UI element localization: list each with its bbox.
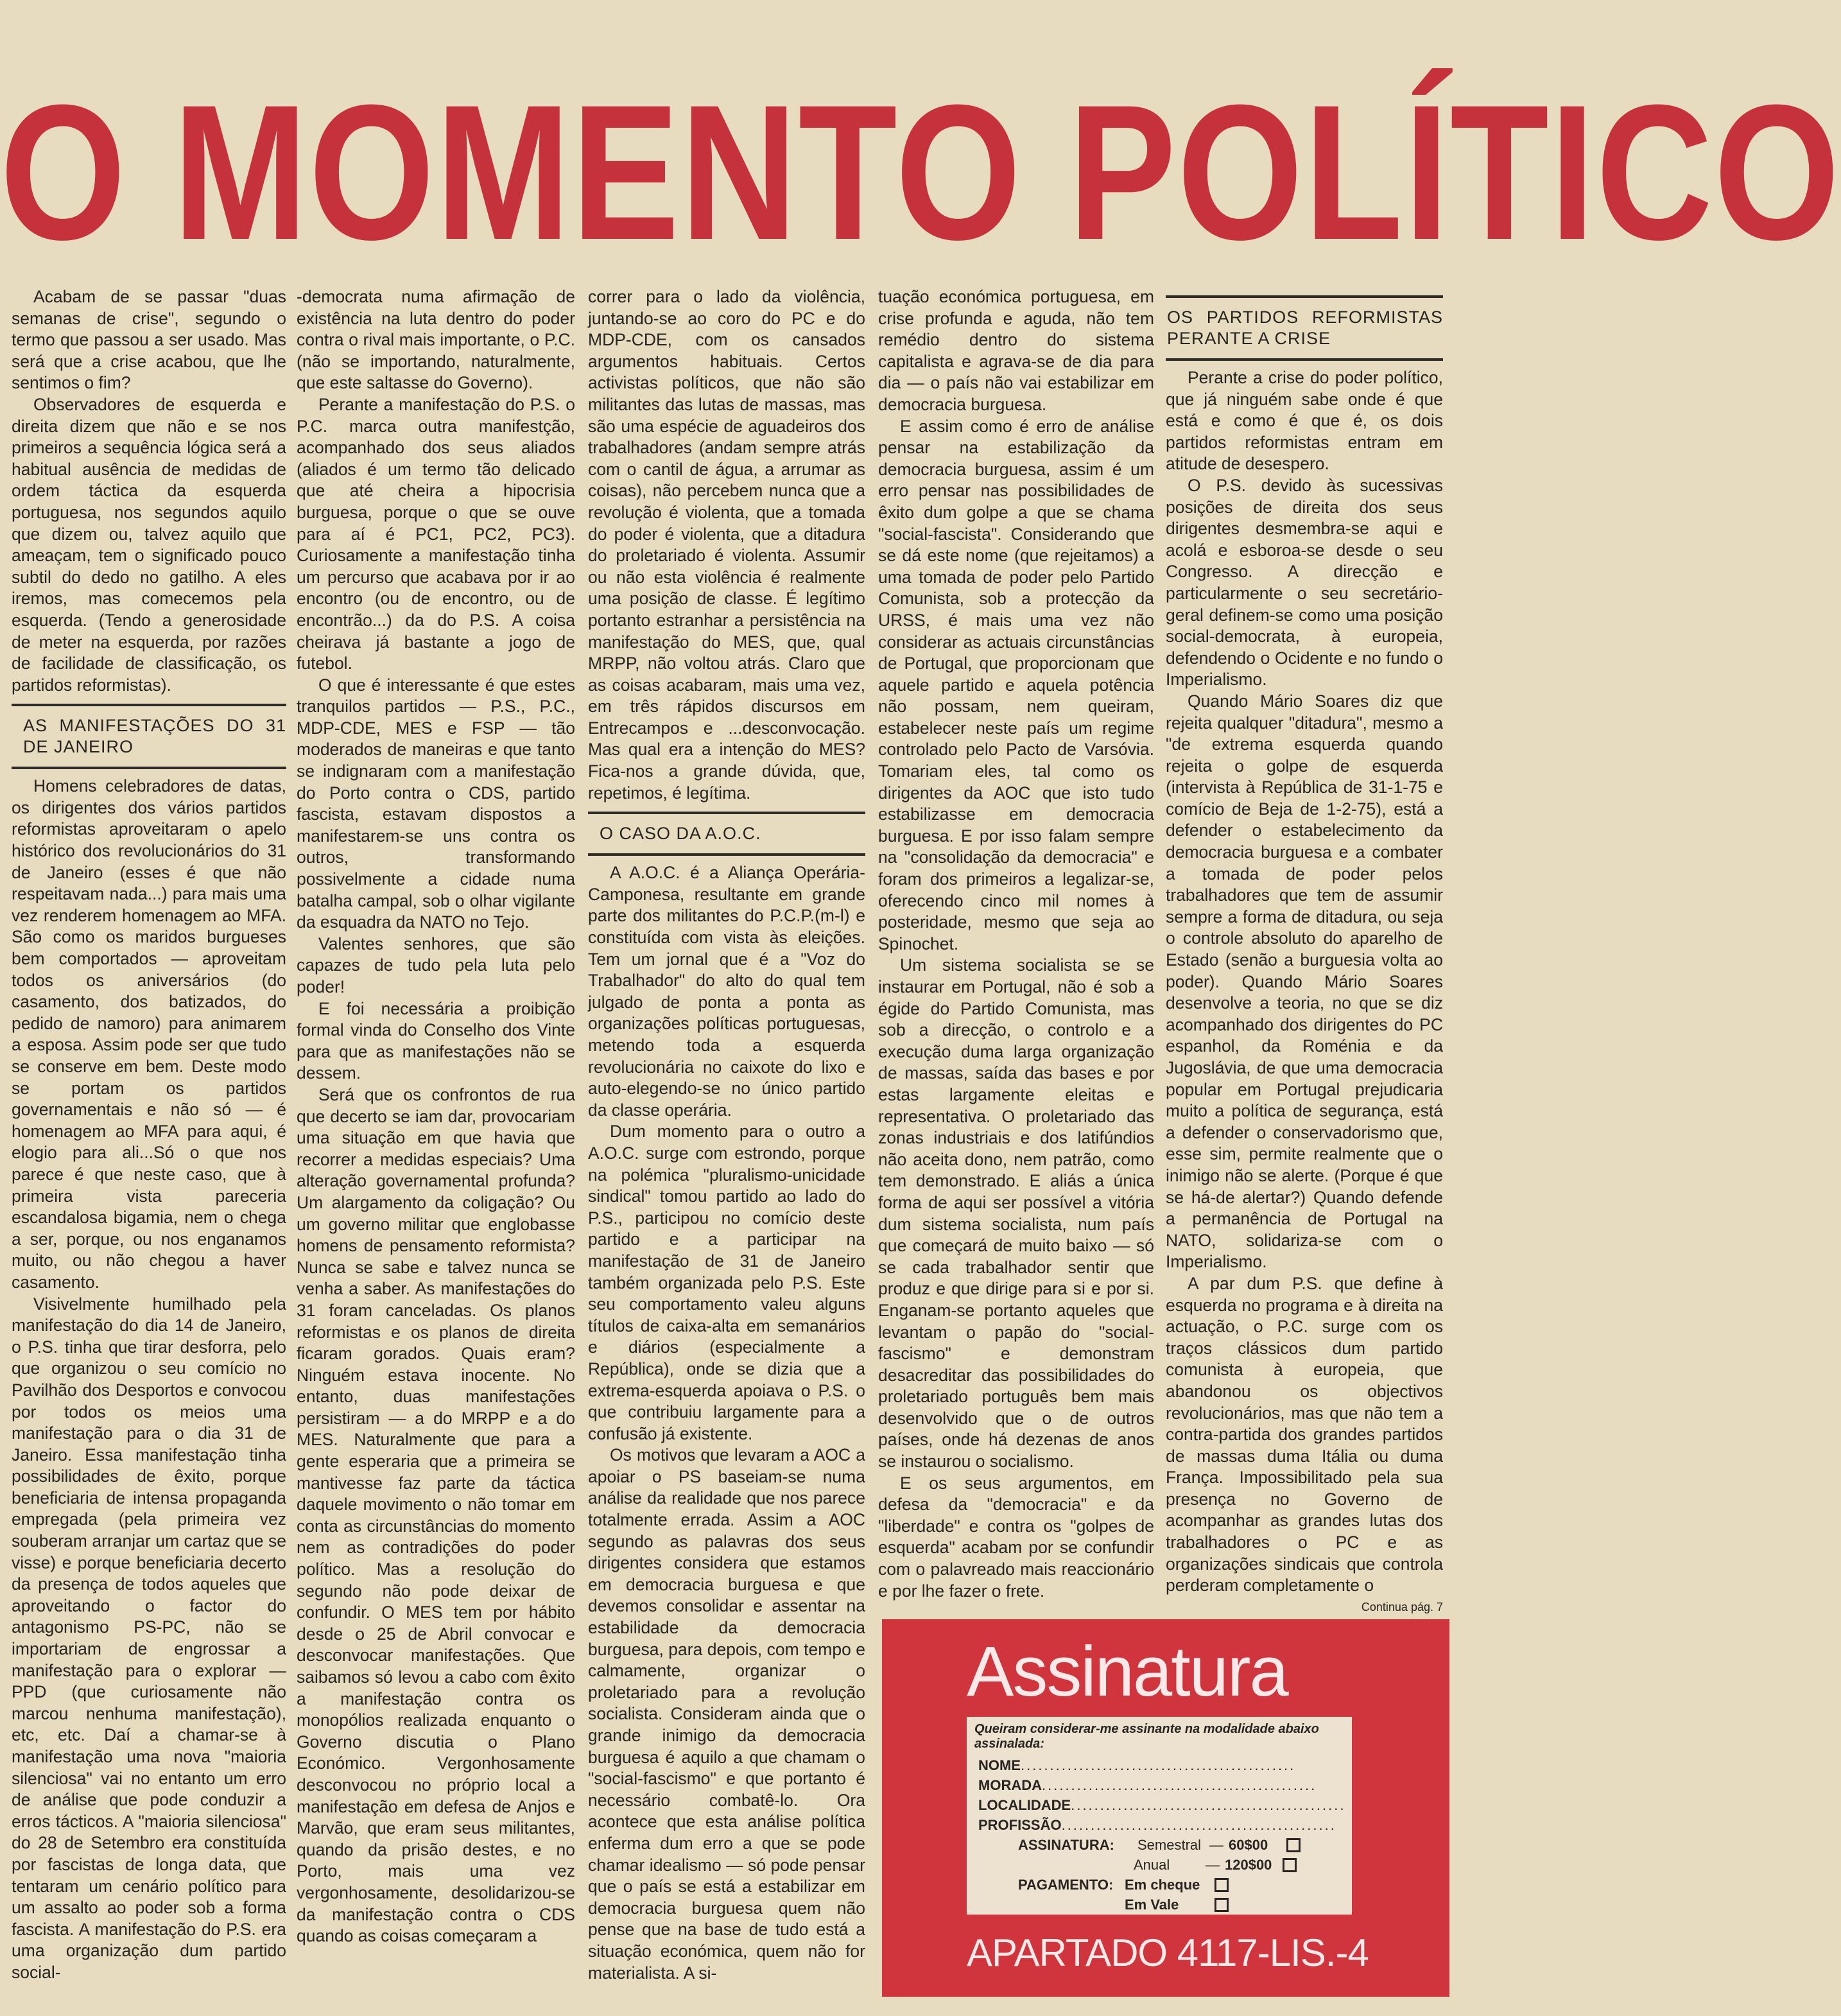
subscription-form: [967, 1717, 1352, 1915]
payment-vale-label: Em Vale: [1125, 1897, 1179, 1913]
paragraph: E foi necessária a proibição formal vinda do Conselho dos Vinte para que as manifestações não se dessem.: [297, 998, 575, 1083]
address-field[interactable]: [978, 1775, 1344, 1795]
plan-anual-label: Anual: [1134, 1857, 1170, 1873]
payment-label: PAGAMENTO:: [1018, 1877, 1114, 1893]
fill-dots: ...............................................: [1071, 1797, 1346, 1813]
paragraph: O P.S. devido às sucessivas posições de direita dos seus dirigentes desmembra-se aqui e acolá e esboroa-se desde o seu Congresso. A direcção e particularmente o seu secretário-geral definem-se como uma posição social-democrata, à europeia, defendendo o Ocidente e no fundo o Imperialismo.: [1166, 475, 1443, 690]
paragraph: -democrata numa afirmação de existência na luta dentro do poder contra o rival mais importante, o P.C. (não se importando, naturalmente, que este saltasse do Governo).: [297, 287, 575, 393]
dash: —: [1209, 1837, 1223, 1853]
section-title: AS MANIFESTAÇÕES DO 31 DE JANEIRO: [23, 716, 286, 757]
fill-dots: ...............................................: [1042, 1777, 1317, 1793]
dash: —: [1206, 1857, 1220, 1873]
section-title: O CASO DA A.O.C.: [600, 824, 761, 844]
paragraph: Um sistema socialista se se instaurar em Portugal, não é sob a égide do Partido Comunista, mas sob a direcção, o controlo e a execução duma larga organização de massas, saída das bases e por estas largamente eleitas e representativa. O proletariado das zonas industriais e dos latifúndios não aceita dono, nem patrão, como tem demonstrado. E aliás a única forma de aqui ser possível a vitória dum sistema socialista, num país que começará de muito baixo — só se cada trabalhador sentir que produz e que dirige para si e por si. Enganam-se portanto aqueles que levantam o papão do "social-fascismo" e demonstram desacreditar das possibilidades do proletariado português bem mais desenvolvido que o de outros países, onde há dezenas de anos se instaurou o socialismo.: [878, 955, 1154, 1472]
plan-row-anual: [1134, 1855, 1344, 1875]
headline: O MOMENTO POLÍTICO: [0, 64, 1841, 280]
payment-row-vale: [1125, 1895, 1344, 1915]
paragraph: O que é interessante é que estes tranquilos partidos — P.S., P.C., MDP-CDE, MES e FSP — tão moderados de maneiras e que tanto se indignaram com a manifestação do Porto contra o CDS, partido fascista, estavam dispostos a manifestarem-se uns contra os outros, transformando possivelmente a cidade numa batalha campal, sob o olhar vigilante da esquadra da NATO no Tejo.: [297, 675, 575, 932]
plan-label: ASSINATURA:: [1018, 1837, 1114, 1853]
locality-label: LOCALIDADE: [978, 1797, 1071, 1813]
fill-dots: ...............................................: [1021, 1757, 1296, 1773]
divider: [588, 812, 865, 814]
paragraph: Os motivos que levaram a AOC a apoiar o PS baseiam-se numa análise da realidade que nos parece totalmente errada. Assim a AOC segundo as palavras dos seus dirigentes considera que estamos em democracia burguesa e que devemos consolidar e assentar na estabilidade da democracia burguesa, para depois, com tempo e calmamente, organizar o proletariado para a revolução socialista. Consideram ainda que o grande inimigo da democracia burguesa é aquilo a que chamam o "social-fascismo" e que portanto é necessário combatê-lo. Ora acontece que esta análise política enferma dum erro a que se pode chamar idealismo — só pode pensar que o país se está a estabilizar em democracia burguesa quem não pense que na base de tudo está a situação económica, quem não for materialista. A si-: [588, 1445, 865, 1983]
plan-row-semestral: [1014, 1835, 1344, 1855]
column-4: [878, 286, 1154, 1609]
section-title: OS PARTIDOS REFORMISTAS PERANTE A CRISE: [1167, 308, 1443, 348]
column-3: [588, 286, 865, 1983]
paragraph: Observadores de esquerda e direita dizem que não e se nos primeiros a sequência lógica será a habitual ausência de medidas de ordem táctica da esquerda portuguesa, nos segundos aquilo que dizem ou, talvez aquilo que ameaçam, tem o significado pouco subtil do dedo no gatilho. A eles iremos, mas comecemos pela esquerda. (Tendo a generosidade de meter na esquerda, por razões de facilidade de classificação, os partidos reformistas).: [12, 394, 286, 695]
paragraph: Valentes senhores, que são capazes de tudo pela luta pelo poder!: [297, 934, 575, 996]
profession-field[interactable]: [978, 1815, 1344, 1835]
paragraph: Será que os confrontos de rua que decerto se iam dar, provocariam uma situação em que havia que recorrer a medidas especiais? Uma alteração governamental profunda? Um alargamento da coligação? Ou um governo militar que englobasse homens de pensamento reformista? Nunca se sabe e talvez nunca se venha a saber. As manifestações do 31 foram canceladas. Os planos reformistas e os planos de direita ficaram gorados. Quais eram? Ninguém estava inocente. No entanto, duas manifestações persistiram — a do MRPP e a do MES. Naturalmente que para a gente esperaria que a primeira se mantivesse faz parte da táctica daquele movimento o não tomar em conta as circunstâncias do momento nem as contradições do poder político. Mas a resolução do segundo não pode deixar de confundir. O MES tem por hábito desde o 25 de Abril convocar e desconvocar manifestações. Que saibamos só levou a cabo com êxito a manifestação contra os monopólios realizada enquanto o Governo discutia o Plano Económico. Vergonhosamente desconvocou no próprio local a manifestação em defesa de Anjos e Marvão, que eram seus militantes, quando da prisão destes, e no Porto, mais uma vez vergonhosamente, desolidarizou-se da manifestação contra o CDS quando as coisas começaram a: [297, 1084, 575, 1946]
anual-checkbox[interactable]: [1283, 1858, 1297, 1872]
address-label: MORADA: [978, 1777, 1042, 1793]
divider: [588, 853, 865, 856]
paragraph: E os seus argumentos, em defesa da "democracia" e da "liberdade" e contra os "golpes de esquerda" acabam por se confundir com o palavreado mais reaccionário e por lhe fazer o frete.: [878, 1473, 1154, 1601]
continued-note: Continua pág. 7: [1361, 1600, 1443, 1613]
plan-semestral-label: Semestral: [1137, 1837, 1202, 1853]
name-field[interactable]: [978, 1755, 1344, 1775]
paragraph: A par dum P.S. que define à esquerda no programa e à direita na actuação, o P.C. surge com os traços clássicos dum partido comunista à europeia, que abandonou os objectivos revolucionários, mas que não tem a contra-partida dos grandes partidos de massas duma Itália ou duma França. Impossibilitado pela sua presença no Governo de acompanhar as grandes lutas dos trabalhadores o PC e as organizações sindicais que controla perderam completamente o: [1166, 1273, 1443, 1595]
column-5: [1166, 286, 1443, 1615]
divider: [1166, 358, 1443, 361]
column-2: [297, 286, 575, 1968]
fill-dots: ...............................................: [1061, 1817, 1336, 1833]
paragraph: Visivelmente humilhado pela manifestação do dia 14 de Janeiro, o P.S. tinha que tirar desforra, pelo que organizou o seu comício no Pavilhão dos Desportos e convocou por todos os meios uma manifestação para o dia 31 de Janeiro. Essa manifestação tinha possibilidades de êxito, porque beneficiaria de intensa propaganda empregada (pela primeira vez souberam arranjar um cartaz que se visse) e porque beneficiaria decerto da presença de todos aqueles que aproveitando o factor do antagonismo PS-PC, não se importariam de engrossar a manifestação para o explorar — PPD (que curiosamente não marcou nenhuma manifestação), etc, etc. Daí a chamar-se à manifestação uma nova "maioria silenciosa" vai no entanto um erro de análise que pode conduzir a erros tácticos. A "maioria silenciosa" do 28 de Setembro era constituída por fascistas de longa data, que tentaram um cenário político para um assalto ao poder sob a forma fascista. A manifestação do P.S. era uma organização dum partido social-: [12, 1294, 286, 1982]
vale-checkbox[interactable]: [1214, 1898, 1229, 1912]
ad-title: Assinatura: [967, 1632, 1288, 1711]
profession-label: PROFISSÃO: [978, 1817, 1062, 1833]
semestral-checkbox[interactable]: [1286, 1838, 1301, 1852]
plan-semestral-price: 60$00: [1229, 1837, 1268, 1853]
payment-cheque-label: Em cheque: [1125, 1877, 1200, 1893]
payment-row-cheque: [1014, 1875, 1344, 1895]
cheque-checkbox[interactable]: [1214, 1878, 1229, 1892]
paragraph: Perante a manifestação do P.S. o P.C. marca outra manifestção, acompanhado dos seus aliados (aliados é um termo tão delicado que até cheira a hipocrisia burguesa, porque o que se ouve para aí é PC1, PC2, PC3). Curiosamente a manifestação tinha um percurso que acabava por ir ao encontro (ou de encontro, ou de encontrão...) da do P.S. A coisa cheirava já bastante a jogo de futebol.: [297, 394, 575, 673]
paragraph: Dum momento para o outro a A.O.C. surge com estrondo, porque na polémica "pluralismo-unicidade sindical" tomou partido ao lado do P.S., participou no comício deste partido e a participar na manifestação de 31 de Janeiro também organizada pelo P.S. Este seu comportamento valeu alguns títulos de caixa-alta em semanários e diários (especialmente a República), onde se dizia que a extrema-esquerda apoiava o P.S. o que contribuiu largamente para a confusão já existente.: [588, 1122, 865, 1443]
paragraph: tuação económica portuguesa, em crise profunda e aguda, não tem remédio dentro do sistema capitalista e agrava-se de dia para dia — o país não vai estabilizar em democracia burguesa.: [878, 287, 1154, 414]
name-label: NOME: [978, 1757, 1021, 1773]
divider: [12, 704, 286, 706]
paragraph: A A.O.C. é a Aliança Operária-Camponesa, resultante em grande parte dos militantes do P.C.P.(m-l) e constituída com vista às eleições. Tem um jornal que é a "Voz do Trabalhador" do alto do qual tem julgado de ponta a ponta as organizações políticas portuguesas, metendo toda a esquerda revolucionária no caixote do lixo e auto-elegendo-se no único partido da classe operária.: [588, 863, 865, 1120]
plan-anual-price: 120$00: [1225, 1857, 1272, 1873]
paragraph: correr para o lado da violência, juntando-se ao coro do PC e do MDP-CDE, com os cansados argumentos habituais. Certos activistas políticos, que não são militantes das lutas de massas, mas são uma espécie de aguadeiros dos trabalhadores (andam sempre atrás com o cantil de água, a arrumar as coisas), não percebem nunca que a revolução é violenta, que a tomada do poder é violenta, que a ditadura do proletariado é violenta. Assumir ou não esta violência é realmente uma posição de classe. É legítimo portanto estranhar a persistência na manifestação do MES, que, qual MRPP, não voltou atrás. Claro que as coisas acabaram, mais uma vez, em três rápidos discursos em Entrecampos e ...desconvocação. Mas qual era a intenção do MES? Fica-nos a grande dúvida, que, repetimos, é legítima.: [588, 287, 865, 803]
locality-field[interactable]: [978, 1795, 1344, 1815]
column-1: [12, 286, 286, 1982]
postal-address: APARTADO 4117-LIS.-4: [967, 1931, 1369, 1974]
divider: [1166, 295, 1443, 298]
paragraph: Perante a crise do poder político, que já ninguém sabe onde é que está e como é que é, os dois partidos reformistas entram em atitude de desespero.: [1166, 368, 1443, 474]
subscription-ad: [882, 1619, 1449, 1997]
paragraph: Acabam de se passar "duas semanas de crise", segundo o termo que passou a ser usado. Mas será que a crise acabou, que lhe sentimos o fim?: [12, 287, 286, 393]
paragraph: Quando Mário Soares diz que rejeita qualquer "ditadura", mesmo a "de extrema esquerda quando rejeita o golpe de esquerda (intervista à República de 31-1-75 e comício de Beja de 1-2-75), está a defender o estabelecimento da democracia burguesa e a combater a tomada de poder pelos trabalhadores que tem de assumir sempre a forma de ditadura, ou seja o controle absoluto do aparelho de Estado (senão a burguesia volta ao poder). Quando Mário Soares desenvolve a teoria, no que se diz acompanhado dos dirigentes do PC espanhol, da Roménia e da Jugoslávia, de que uma democracia popular em Portugal prejudicaria muito a política de segurança, está a defender o conservadorismo que, esse sim, permite realmente que o inimigo não se alerte. (Porque é que se há-de alertar?) Quando defende a permanência de Portugal na NATO, solidariza-se com o Imperialismo.: [1166, 691, 1443, 1272]
divider: [12, 767, 286, 769]
form-intro: Queiram considerar-me assinante na modalidade abaixo assinalada:: [974, 1722, 1319, 1751]
paragraph: Homens celebradores de datas, os dirigentes dos vários partidos reformistas aproveitaram o apelo histórico dos revolucionários do 31 de Janeiro (esses é que não respeitavam nada...) para mais uma vez renderem homenagem ao MFA. São como os maridos burgueses bem comportados — aproveitam todos os aniversários (do casamento, dos batizados, do pedido de namoro) para animarem a esposa. Assim pode ser que tudo se conserve em bem. Deste modo se portam os partidos governamentais e não só — é homenagem ao MFA para aqui, é elogio para ali...Só o que nos parece é que neste caso, que à primeira vista pareceria escandalosa bigamia, nem o chega a ser, porque, ou nos enganamos muito, ou não chegou a haver casamento.: [12, 776, 286, 1292]
paragraph: E assim como é erro de análise pensar na estabilização da democracia burguesa, assim é um erro pensar nas possibilidades de êxito dum golpe a que se chama "social-fascista". Considerando que se dá este nome (que rejeitamos) a uma tomada de poder pelo Partido Comunista, sob a protecção da URSS, é mais uma vez não considerar as actuais circunstâncias de Portugal, que proporcionam que aquele partido e aquela potência não possam, nem queiram, estabelecer neste país um regime controlado pelo Pacto de Varsóvia. Tomariam eles, tal como os dirigentes da AOC que isto tudo estabilizasse em democracia burguesa. E por isso falam sempre na "consolidação da democracia" e foram dos primeiros a legalizar-se, oferecendo cinco mil nomes à posteridade, mesmo que seja ao Spinochet.: [878, 416, 1154, 953]
